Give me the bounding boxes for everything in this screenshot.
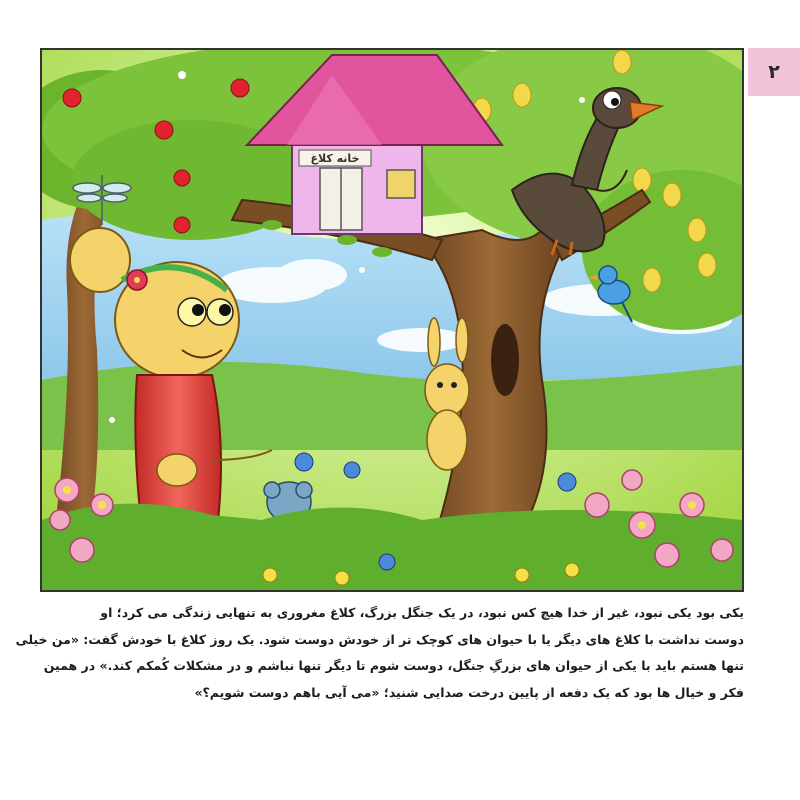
house-sign: خانه کلاغ bbox=[310, 152, 360, 165]
story-line: یکی بود یکی نبود، غیر از خدا هیچ کس نبود، در یک جنگل بزرگ، کلاغ مغروری به تنهایی زندگی می کرد؛ او bbox=[100, 605, 744, 620]
story-text bbox=[15, 594, 744, 706]
story-line: فکر و خیال ها بود که یک دفعه از پایین درخت صدایی شنید؛ «می آیی باهم دوست شویم؟» bbox=[194, 684, 744, 700]
story-line: دوست نداشت با کلاغ های دیگر یا با حیوان های کوچک تر از خودش دوست شود. یک روز کلاغ با خودش گفت: «من خیلی bbox=[15, 631, 744, 647]
story-illustration bbox=[40, 48, 744, 592]
story-line: تنها هستم باید با یکی از حیوان های بزرگِ جنگل، دوست شوم تا دیگر تنها نباشم و در مشکلات کُمکم کند.» در همین bbox=[43, 658, 744, 673]
page-number-tab bbox=[748, 48, 800, 96]
page-number: ٢ bbox=[768, 61, 780, 83]
